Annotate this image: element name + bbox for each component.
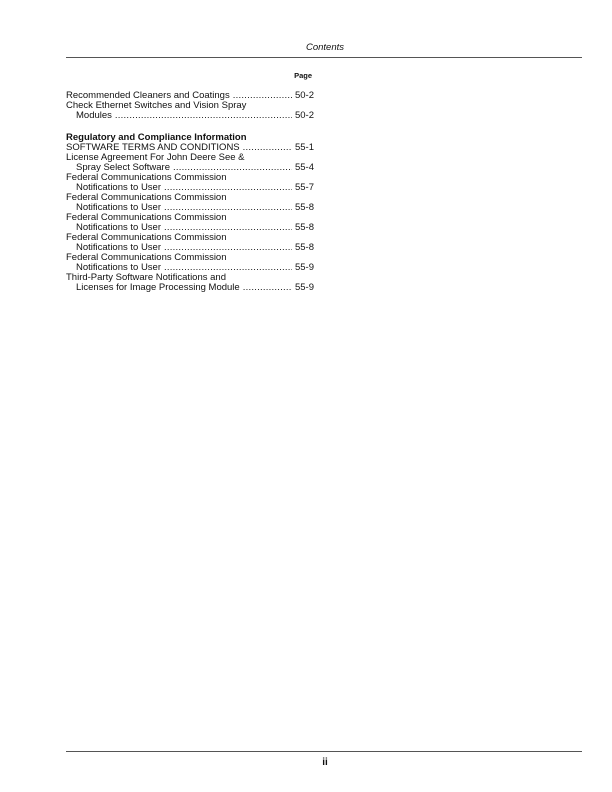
toc-page-number: 55-9: [294, 282, 314, 293]
toc-page-number: 55-1: [294, 142, 314, 153]
toc-entry[interactable]: [66, 153, 314, 173]
toc-entry[interactable]: [66, 253, 314, 273]
toc-entry-title-cont: Licenses for Image Processing Module: [76, 282, 240, 293]
toc-entry[interactable]: [66, 233, 314, 253]
toc-entry[interactable]: [66, 273, 314, 293]
toc-entry[interactable]: [66, 193, 314, 213]
toc-entry-title: Federal Communications Commission: [66, 212, 227, 223]
toc-page-number: 55-8: [294, 222, 314, 233]
toc-section-heading: Regulatory and Compliance Information: [66, 132, 247, 143]
toc-entry-title-cont: Spray Select Software: [76, 162, 170, 173]
toc-page-number: 55-8: [294, 242, 314, 253]
page-number: ii: [322, 757, 328, 768]
toc-entry-title: Check Ethernet Switches and Vision Spray: [66, 100, 247, 111]
toc-entry-title: Federal Communications Commission: [66, 172, 227, 183]
toc-page-number: 55-7: [294, 182, 314, 193]
footer-rule: [66, 751, 582, 752]
toc-entry[interactable]: [66, 173, 314, 193]
toc-entry-title-cont: Notifications to User: [76, 242, 162, 253]
toc-entry-title: Federal Communications Commission: [66, 192, 227, 203]
toc-entry[interactable]: [66, 101, 314, 121]
toc-page-number: 50-2: [294, 110, 314, 121]
toc-entry-title: Federal Communications Commission: [66, 252, 227, 263]
toc-page-number: 55-9: [294, 262, 314, 273]
toc-entry-title-cont: Notifications to User: [76, 262, 162, 273]
toc-entry-title: Federal Communications Commission: [66, 232, 227, 243]
dot-leader: [115, 111, 292, 121]
header-rule: [66, 57, 582, 58]
running-header-title: Contents: [305, 42, 345, 53]
toc-entry-title: Recommended Cleaners and Coatings: [66, 90, 230, 101]
toc-entry-title: Third-Party Software Notifications and: [66, 272, 226, 283]
toc-entry-title-cont: Notifications to User: [76, 222, 162, 233]
toc-entry[interactable]: [66, 213, 314, 233]
toc-page-number: 50-2: [294, 90, 314, 101]
toc-page-number: 55-8: [294, 202, 314, 213]
dot-leader: [243, 283, 292, 293]
toc-entry-title-cont: Notifications to User: [76, 182, 162, 193]
toc-entry-title-cont: Modules: [76, 110, 112, 121]
toc-entry-title-cont: Notifications to User: [76, 202, 162, 213]
toc-page-number: 55-4: [294, 162, 314, 173]
toc-entry-title: License Agreement For John Deere See &: [66, 152, 245, 163]
table-of-contents: [66, 91, 314, 293]
dot-leader: [243, 143, 292, 153]
toc-entry-title: SOFTWARE TERMS AND CONDITIONS: [66, 142, 240, 153]
page-column-heading: Page: [294, 71, 312, 80]
